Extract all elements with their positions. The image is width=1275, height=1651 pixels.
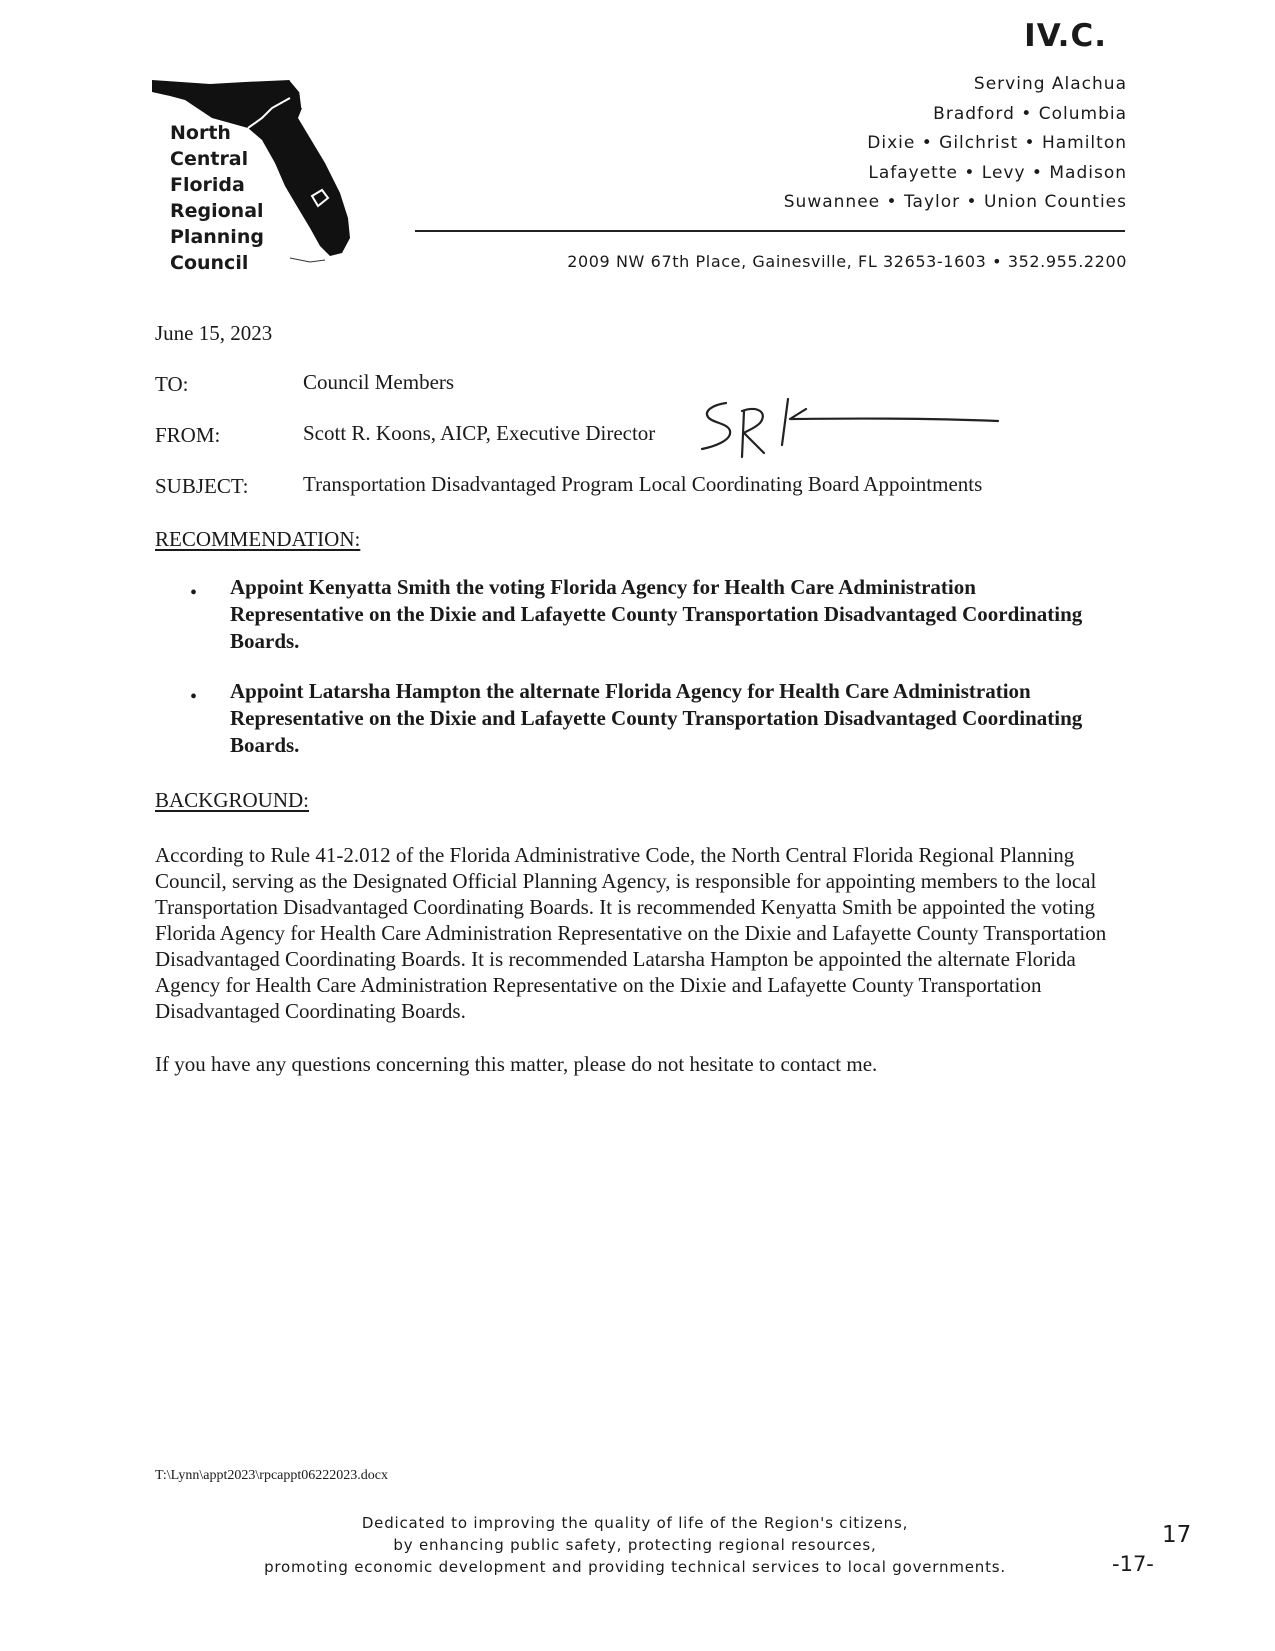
serving-line: Bradford • Columbia <box>933 103 1127 124</box>
page-number: 17 <box>1162 1522 1192 1548</box>
org-name-line: North <box>170 122 231 144</box>
closing-sentence: If you have any questions concerning this matter, please do not hesitate to contact me. <box>155 1052 878 1076</box>
org-name-line: Florida <box>170 174 245 196</box>
subject-label: SUBJECT: <box>155 474 249 498</box>
bullet-icon: • <box>190 686 198 708</box>
tagline-line: promoting economic development and providing technical services to local governments. <box>264 1558 1006 1576</box>
serving-line: Dixie • Gilchrist • Hamilton <box>867 133 1127 153</box>
signature-icon <box>698 395 1038 470</box>
footer-tagline <box>175 1512 1095 1578</box>
tagline-line: Dedicated to improving the quality of life of the Region's citizens, <box>361 1514 909 1532</box>
memo-date: June 15, 2023 <box>155 321 273 345</box>
serving-counties <box>784 70 1127 218</box>
subject-value: Transportation Disadvantaged Program Local Coordinating Board Appointments <box>303 472 983 496</box>
org-name-line: Regional <box>170 200 264 222</box>
from-value: Scott R. Koons, AICP, Executive Director <box>303 421 656 445</box>
header-divider <box>415 230 1125 232</box>
recommendation-item: Appoint Latarsha Hampton the alternate Florida Agency for Health Care Administration Representative on the Dixie and Lafayette County Transportation Disadvantaged Coordinating Boards. <box>230 679 1083 757</box>
org-name-line: Central <box>170 148 249 170</box>
to-label: TO: <box>155 372 189 396</box>
tagline-line: by enhancing public safety, protecting regional resources, <box>393 1536 877 1554</box>
org-name-line: Council <box>170 252 249 274</box>
recommendation-item: Appoint Kenyatta Smith the voting Florida Agency for Health Care Administration Representative on the Dixie and Lafayette County Transportation Disadvantaged Coordinating Boards. <box>230 575 1083 653</box>
bullet-icon: • <box>190 582 198 604</box>
serving-line: Suwannee • Taylor • Union Counties <box>783 192 1127 212</box>
agenda-item-label: IV.C. <box>1024 18 1107 54</box>
org-name-line: Planning <box>170 226 264 248</box>
from-label: FROM: <box>155 423 221 447</box>
organization-name <box>170 120 264 276</box>
serving-line: Lafayette • Levy • Madison <box>868 162 1127 183</box>
office-address: 2009 NW 67th Place, Gainesville, FL 32653-1603 • 352.955.2200 <box>567 252 1127 271</box>
to-value: Council Members <box>303 370 455 394</box>
recommendation-heading: RECOMMENDATION: <box>155 527 361 551</box>
background-heading: BACKGROUND: <box>155 788 310 812</box>
serving-line: Serving Alachua <box>973 74 1127 94</box>
background-paragraph: According to Rule 41-2.012 of the Florida Administrative Code, the North Central Florida Regional Planning Council, serving as the Designated Official Planning Agency, is responsible for appointing members to the local Transportation Disadvantaged Coordinating Boards. It is recommended Kenyatta Smith be appointed the voting Florida Agency for Health Care Administration Representative on the Dixie and Lafayette County Transportation Disadvantaged Coordinating Boards. It is recommended Latarsha Hampton be appointed the alternate Florida Agency for Health Care Administration Representative on the Dixie and Lafayette County Transportation Disadvantaged Coordinating Boards. <box>155 843 1107 1023</box>
page-number-dashed: -17- <box>1112 1552 1154 1576</box>
file-path: T:\Lynn\appt2023\rpcappt06222023.docx <box>155 1468 388 1483</box>
